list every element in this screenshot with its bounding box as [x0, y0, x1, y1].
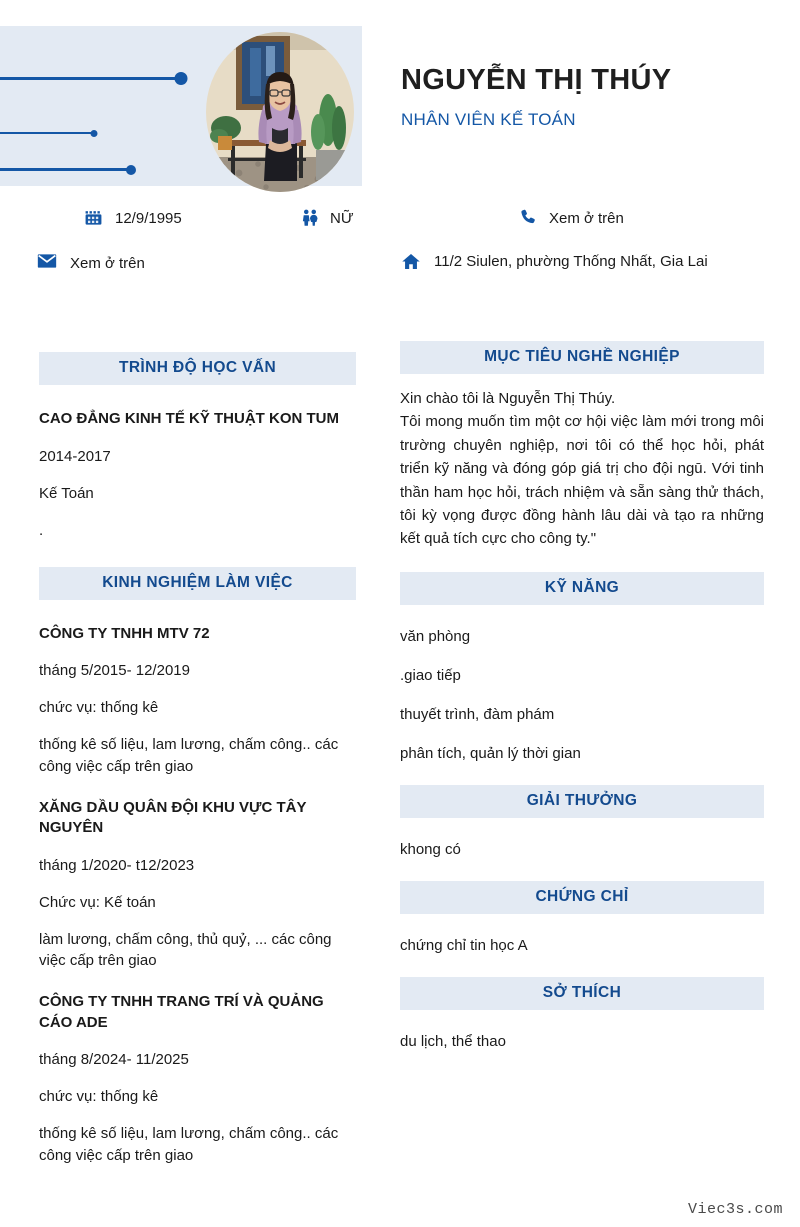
experience-period: tháng 1/2020- t12/2023	[39, 856, 195, 874]
section-header-objective: MỤC TIÊU NGHỀ NGHIỆP	[400, 341, 764, 374]
award-item: khong có	[400, 840, 461, 858]
contact-address	[400, 251, 730, 272]
certificates-body	[400, 914, 764, 956]
experience-position: chức vụ: thống kê	[39, 1088, 159, 1106]
experience-period: tháng 5/2015- 12/2019	[39, 662, 190, 680]
contact-email	[36, 253, 145, 274]
experience-duties: thống kê số liệu, lam lương, chấm công.. các công việc cấp trên giao	[39, 736, 339, 775]
envelope-icon	[36, 253, 58, 269]
objective-text: Tôi mong muốn tìm một cơ hội việc làm mới trong môi trường chuyên nghiệp, nơi tôi có thể học hỏi, phát triển kỹ năng và đóng góp giá trị cho đội ngū. Với tinh thần ham học hỏi, trách nhiệm và sẵn sàng thử thách, tôi kỳ vọng được đồng hành lâu dài và tạo ra những kết quả tích cực cho công ty."	[400, 413, 764, 548]
contact-dob	[82, 208, 182, 229]
candidate-name: NGUYỄN THỊ THÚY	[401, 64, 672, 96]
decorative-dot-2	[91, 130, 98, 137]
calendar-icon	[82, 208, 104, 227]
phone-icon	[518, 208, 538, 226]
education-years: 2014-2017	[39, 447, 111, 465]
candidate-job-title: NHÂN VIÊN KẾ TOÁN	[401, 110, 576, 130]
gender-icon	[300, 208, 320, 227]
section-header-education: TRÌNH ĐỘ HỌC VẤN	[39, 352, 356, 385]
experience-position: chức vụ: thống kê	[39, 699, 159, 717]
spacer	[400, 860, 764, 881]
section-header-experience: KINH NGHIỆM LÀM VIỆC	[39, 567, 356, 600]
experience-duties: làm lương, chấm công, thủ quỷ, ... các công việc cấp trên giao	[39, 930, 332, 970]
certificate-item: chứng chỉ tin học A	[400, 936, 528, 954]
section-header-skills: KỸ NĂNG	[400, 572, 764, 605]
experience-duties: thống kê số liệu, lam lương, chấm công.. các công việc cấp trên giao	[39, 1125, 339, 1165]
decorative-line-2	[0, 132, 94, 134]
experience-company: CÔNG TY TNHH TRANG TRÍ VÀ QUẢNG CÁO ADE	[39, 993, 324, 1031]
contact-phone	[518, 208, 624, 229]
decorative-dot-3	[126, 165, 136, 175]
experience-item	[39, 624, 356, 778]
decorative-line-3	[0, 168, 131, 171]
contact-email-value: Xem ở trên	[70, 255, 145, 272]
education-school: CAO ĐẲNG KINH TẾ KỸ THUẬT KON TUM	[39, 410, 339, 427]
decorative-line-1	[0, 77, 181, 80]
experience-body	[39, 600, 356, 1167]
contact-phone-value: Xem ở trên	[549, 210, 624, 227]
experience-item	[39, 798, 356, 973]
objective-body	[400, 387, 764, 551]
skill-item: phân tích, quản lý thời gian	[400, 744, 581, 762]
education-body	[39, 385, 356, 541]
name-block	[401, 64, 781, 130]
objective-greeting: Xin chào tôi là Nguyễn Thị Thúy.	[400, 390, 616, 407]
skill-item: văn phòng	[400, 627, 471, 645]
spacer	[400, 764, 764, 785]
contact-gender	[300, 208, 354, 229]
interests-body	[400, 1010, 764, 1052]
decorative-dot-1	[175, 72, 188, 85]
contact-dob-value: 12/9/1995	[115, 210, 182, 227]
awards-body	[400, 818, 764, 860]
profile-photo	[206, 32, 354, 192]
skills-body	[400, 605, 764, 764]
contact-address-value: 11/2 Siulen, phường Thống Nhất, Gia Lai	[434, 253, 708, 270]
spacer	[400, 956, 764, 977]
section-header-awards: GIẢI THƯỞNG	[400, 785, 764, 818]
home-icon	[400, 252, 422, 271]
education-major: Kế Toán	[39, 484, 94, 502]
experience-period: tháng 8/2024- 11/2025	[39, 1051, 189, 1069]
experience-company: CÔNG TY TNHH MTV 72	[39, 624, 210, 642]
right-column	[400, 341, 764, 1052]
section-header-certificates: CHỨNG CHỈ	[400, 881, 764, 914]
section-header-interests: SỞ THÍCH	[400, 977, 764, 1010]
education-note: .	[39, 521, 44, 539]
site-watermark: Viec3s.com	[687, 1201, 783, 1218]
skill-item: thuyết trình, đàm phám	[400, 705, 555, 723]
spacer	[39, 541, 356, 567]
contact-gender-value: NỮ	[330, 210, 354, 227]
spacer	[400, 551, 764, 572]
left-column	[39, 352, 356, 1167]
experience-item	[39, 992, 356, 1167]
interest-item: du lịch, thể thao	[400, 1032, 506, 1050]
experience-position: Chức vụ: Kế toán	[39, 893, 156, 911]
skill-item: .giao tiếp	[400, 666, 461, 684]
experience-company: XĂNG DẦU QUÂN ĐỘI KHU VỰC TÂY NGUYÊN	[39, 798, 307, 837]
